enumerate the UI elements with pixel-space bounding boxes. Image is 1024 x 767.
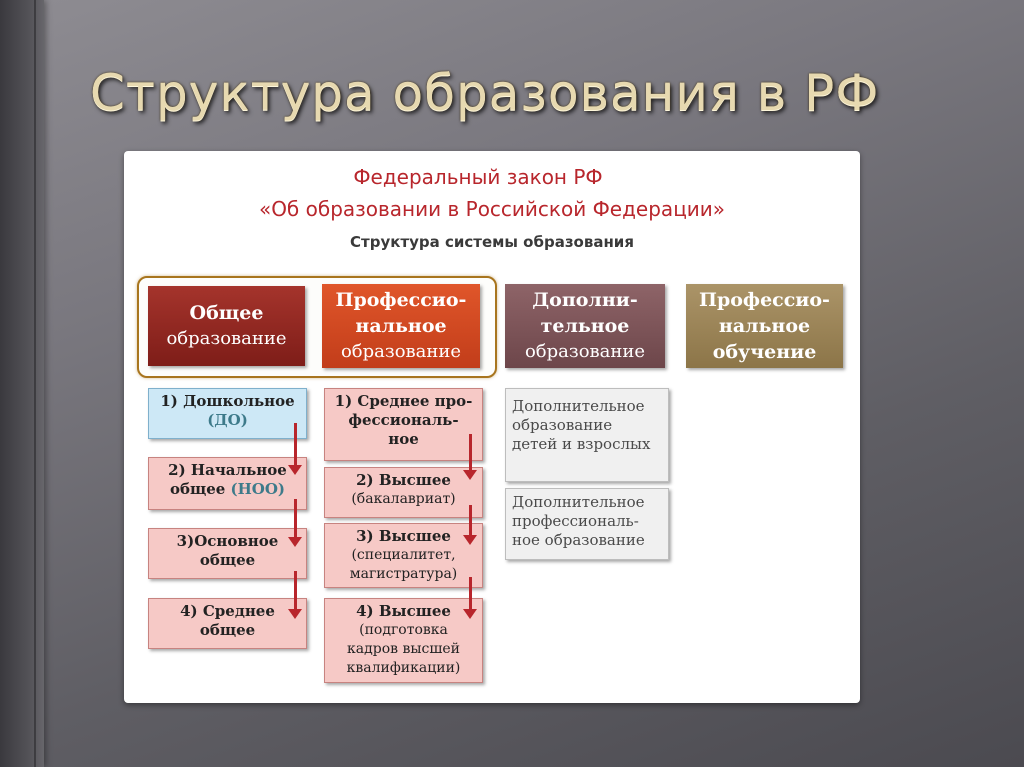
slide-title: Структура образования в РФ <box>90 64 880 122</box>
additional-professional <box>505 488 669 560</box>
professional-arrow-3 <box>469 577 472 611</box>
category-training-bold-3: обучение <box>712 341 817 363</box>
additional-2-line3: ное образование <box>512 531 645 549</box>
level-preschool-label: 1) Дошкольное <box>160 392 295 410</box>
level-bachelor-label: 2) Высшее <box>356 471 451 489</box>
level-secondary-professional <box>324 388 483 461</box>
law-title-line-1: Федеральный закон РФ <box>353 165 603 189</box>
category-professional-bold-1: Профессио- <box>335 289 467 311</box>
level-qualification-label: 4) Высшее <box>356 602 451 620</box>
category-additional-education <box>505 284 665 368</box>
level-qualification-detail2: кадров высшей <box>347 641 460 657</box>
general-arrow-3 <box>294 571 297 611</box>
category-additional-bold-1: Дополни- <box>532 289 638 311</box>
level-spo-line2: фессиональ- <box>348 411 459 429</box>
diagram-panel <box>124 151 860 703</box>
level-master-detail2: магистратура) <box>349 566 458 582</box>
level-secondary-label: 4) Среднее <box>180 602 275 620</box>
level-spo-line1: 1) Среднее про- <box>334 392 473 410</box>
category-professional-normal: образование <box>340 341 462 362</box>
level-qualification-detail3: квалификации) <box>346 660 461 676</box>
additional-children-adults <box>505 388 669 482</box>
level-preschool <box>148 388 307 439</box>
level-higher-bachelor <box>324 467 483 518</box>
category-professional-education <box>322 284 480 368</box>
category-professional-bold-2: нальное <box>355 315 447 337</box>
left-decorative-strip <box>0 0 44 767</box>
level-secondary-general <box>148 598 307 649</box>
law-title-line-2: «Об образовании в Российской Федерации» <box>258 197 726 221</box>
category-general-education <box>148 286 305 366</box>
additional-2-line1: Дополнительное <box>512 493 645 511</box>
professional-arrow-1 <box>469 434 472 472</box>
level-qualification-detail1: (подготовка <box>359 622 448 638</box>
level-primary-abbr: (НОО) <box>230 480 286 498</box>
additional-2-line2: профессиональ- <box>512 512 639 530</box>
level-primary-label: 2) Начальное <box>168 461 287 479</box>
general-arrow-1 <box>294 423 297 467</box>
level-preschool-abbr: (ДО) <box>207 411 248 429</box>
category-general-normal: образование <box>166 328 287 349</box>
level-higher-qualification <box>324 598 483 683</box>
category-additional-normal: образование <box>524 341 646 362</box>
level-primary-general <box>148 457 307 510</box>
level-higher-specialist-master <box>324 523 483 588</box>
level-secondary-line2: общее <box>199 621 256 639</box>
category-additional-bold-2: тельное <box>540 315 630 337</box>
category-training-bold-1: Профессио- <box>699 289 830 311</box>
professional-arrow-2 <box>469 505 472 537</box>
level-basic-label: 3)Основное <box>176 532 279 550</box>
category-training-bold-2: нальное <box>718 315 811 337</box>
level-master-detail1: (специалитет, <box>351 547 456 563</box>
general-arrow-2 <box>294 499 297 539</box>
additional-1-line3: детей и взрослых <box>512 435 651 453</box>
level-primary-line2: общее <box>169 480 226 498</box>
left-strip-line <box>34 0 36 767</box>
category-professional-training <box>686 284 843 368</box>
level-basic-line2: общее <box>199 551 256 569</box>
level-basic-general <box>148 528 307 579</box>
additional-1-line1: Дополнительное <box>512 397 645 415</box>
level-master-label: 3) Высшее <box>356 527 451 545</box>
additional-1-line2: образование <box>512 416 613 434</box>
level-spo-line3: ное <box>388 430 419 448</box>
level-bachelor-detail: (бакалавриат) <box>351 491 456 507</box>
category-general-bold: Общее <box>189 302 264 324</box>
structure-title: Структура системы образования <box>350 233 634 251</box>
